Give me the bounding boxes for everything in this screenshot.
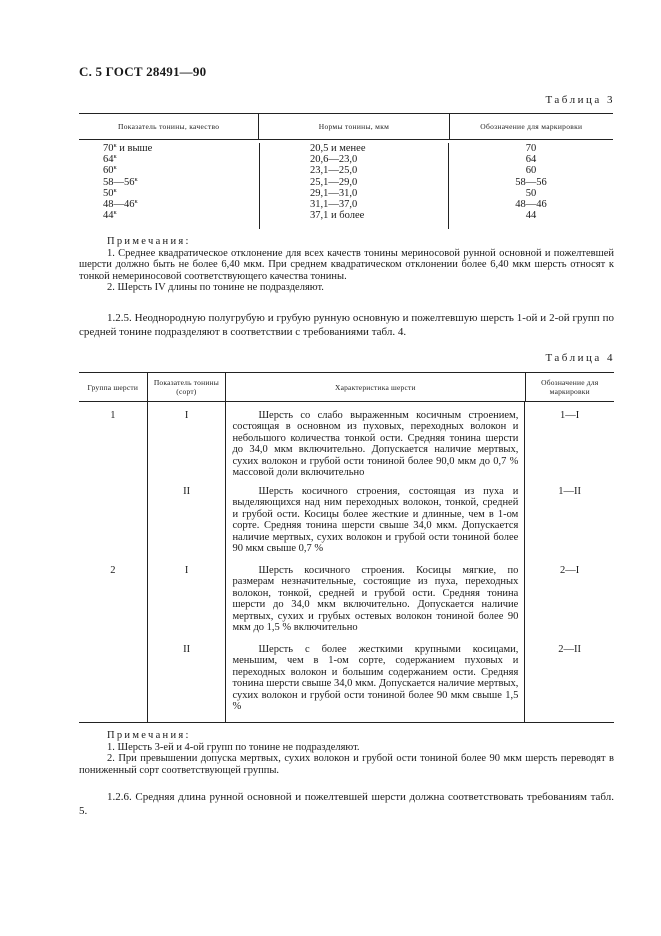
table4-mark: 1—I — [524, 402, 614, 478]
table-row: $50^к$ — [103, 186, 117, 199]
table4-grade: I — [147, 402, 226, 478]
paragraph-text: 1.2.6. Средняя длина рунной основной и пожелтевшей шерсти должна соответствовать требованиям табл. 5. — [79, 791, 614, 817]
note-item: 1. Среднее квадратическое отклонение для всех качеств тонины мериносовой рунной основной и пожелтевшей шерсти должно быть не более 6,40 мкм. При среднем квадратическом отклонении более 6,40 мкм шерсть относят к тонкой немериносовой соответствующего качества тонины. — [79, 247, 614, 282]
paragraph-1-2-5 — [79, 312, 614, 339]
note-item: 1. Шерсть 3-ей и 4-ой групп по тонине не подразделяют. — [107, 741, 360, 753]
table3-notes — [79, 236, 614, 294]
table-row: $58—56^к$ — [103, 175, 138, 188]
table-row — [79, 402, 614, 478]
table-cell: 20,6—23,0 — [310, 154, 358, 166]
table-cell: 50 — [525, 187, 537, 199]
table-row: $64^к$ — [103, 153, 117, 166]
table4-group: 2 — [110, 565, 116, 576]
table4-header-mark: Обозначение для маркировки — [525, 373, 615, 401]
table-row — [79, 557, 614, 636]
table4-caption: Таблица 4 — [545, 352, 615, 364]
table4-grade: II — [147, 636, 226, 722]
table3-header-mark: Обозначение для маркировки — [480, 122, 583, 131]
table3-quality-column — [79, 143, 259, 229]
paragraph-text: 1.2.5. Неоднородную полугрубую и грубую рунную основную и пожелтевшую шерсть 1-ой и 2-ой групп по средней тонине подразделяют в соответствии с требованиями табл. 4. — [79, 312, 614, 338]
table3 — [79, 113, 613, 229]
table-cell: 60 — [525, 165, 537, 177]
table-cell: 64 — [525, 154, 537, 166]
table3-header-norm: Нормы тонины, мкм — [258, 114, 449, 139]
table-cell: 58—56 — [515, 176, 547, 188]
table4-header-grade: Показатель тонины (сорт) — [147, 373, 226, 401]
table3-header — [79, 113, 613, 140]
table4-mark: 2—I — [524, 557, 614, 636]
table-row — [79, 636, 614, 723]
table4-header — [79, 373, 614, 402]
table3-header-quality: Показатель тонины, качество — [118, 122, 220, 131]
table4 — [79, 372, 614, 723]
table-row: $60^к$ — [103, 164, 117, 177]
table-row: $48—46^к$ — [103, 198, 138, 211]
table3-body — [79, 140, 613, 229]
table-cell: 37,1 и более — [310, 210, 365, 222]
page-header: С. 5 ГОСТ 28491—90 — [79, 64, 207, 79]
table4-grade: I — [147, 557, 226, 636]
table4-header-group: Группа шерсти — [87, 382, 139, 392]
note-item: 2. Шерсть IV длины по тонине не подразделяют. — [107, 282, 324, 294]
table-cell: 48—46 — [515, 199, 547, 211]
table-cell: 29,1—31,0 — [310, 187, 358, 199]
table4-characteristic: Шерсть с более жесткими крупными косицами, меньшим, чем в 1-ом сорте, содержанием пуховых и переходных волокон и большим содержанием ости. Средняя тонина шерсти свыше 34,0 мкм. Допускается наличие мертвых, сухих волокон и грубой ости тониной более 90 мкм свыше 1,5 % — [225, 636, 524, 722]
table-cell: 70 — [525, 143, 537, 154]
notes-title: Примечания: — [107, 236, 191, 247]
table4-notes — [79, 730, 614, 776]
table4-characteristic: Шерсть косичного строения. Косицы мягкие, по размерам незначительные, состоящие из пуха, переходных волокон, тонкой, средней и грубой ости. Средняя тонина шерсти до 34,0 мкм включительно. Допускается наличие мертвых, сухих и грубых остевых волокон тониной более 90 мкм до 1,5 % включительно — [225, 557, 524, 636]
table4-header-characteristic: Характеристика шерсти — [225, 373, 524, 401]
table-cell: 20,5 и менее — [310, 143, 366, 154]
table4-group — [79, 478, 147, 557]
table3-caption: Таблица 3 — [545, 94, 615, 106]
table4-group — [79, 636, 147, 722]
table4-grade: II — [147, 478, 226, 557]
table4-mark: 1—II — [524, 478, 614, 557]
table3-norm-column — [259, 143, 449, 229]
table4-characteristic: Шерсть косичного строения, состоящая из пуха и выделяющихся над ним переходных волокон, тонкой, средней и грубой ости. Косицы более жесткие и длинные, чем в 1-ом сорте. Средняя тонина шерсти свыше 34,0 мкм. Допускается наличие мертвых, сухих волокон и грубой ости тониной более 90 мкм свыше 0,7 % — [225, 478, 524, 557]
table-cell: 25,1—29,0 — [310, 176, 358, 188]
table-row — [79, 478, 614, 557]
paragraph-1-2-6 — [79, 791, 614, 818]
table4-mark: 2—II — [524, 636, 614, 722]
table4-characteristic: Шерсть со слабо выраженным косичным строением, состоящая в основном из пуховых, переходных волокон и небольшого количества тонкой ости. Средняя тонина шерсти до 34,0 мкм включительно. Допускается наличие мертвых, сухих волокон и грубой ости тониной более 90,0 мкм до 0,7 % массовой доли включительно — [225, 402, 524, 478]
table3-mark-column — [449, 143, 613, 229]
table-row: $70^к$ и выше — [103, 142, 153, 154]
table-cell: 44 — [525, 210, 537, 222]
table-cell: 31,1—37,0 — [310, 199, 358, 211]
notes-title: Примечания: — [107, 730, 191, 741]
table-row: $44^к$ — [103, 209, 117, 222]
table-cell: 23,1—25,0 — [310, 165, 358, 177]
note-item: 2. При превышении допуска мертвых, сухих волокон и грубой ости тониной более 90 мкм шерсть переводят в пониженный сорт соответствующей группы. — [79, 753, 614, 776]
table4-group: 1 — [110, 410, 116, 421]
